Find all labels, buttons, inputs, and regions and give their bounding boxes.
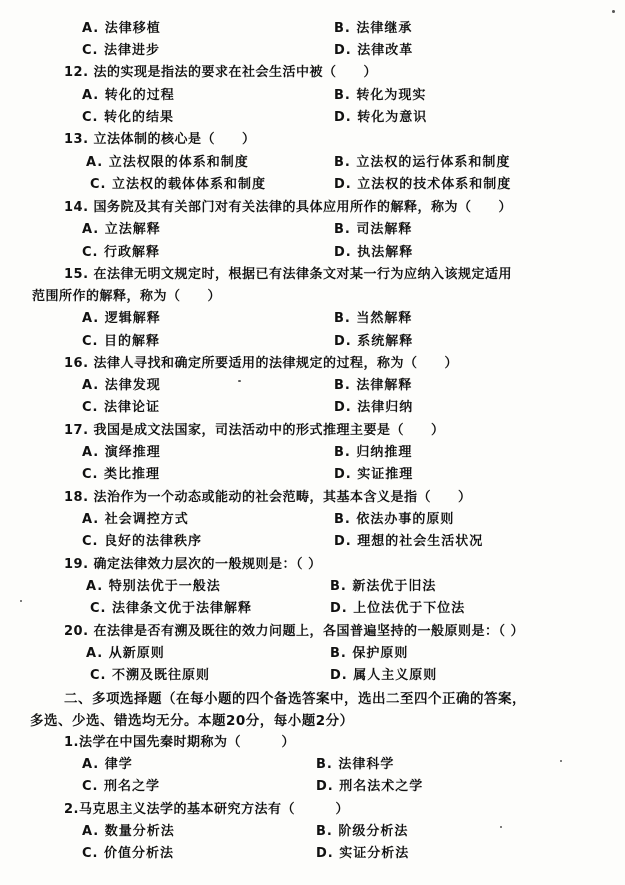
q16-option-b: B. 法律解释 [334,378,413,393]
q17-option-a: A. 演绎推理 [82,445,161,460]
q12-option-c: C. 转化的结果 [82,110,175,125]
q12-option-a: A. 转化的过程 [82,88,175,103]
q12-stem: 12. 法的实现是指法的要求在社会生活中被（ ） [64,65,378,80]
scan-speck [560,760,562,762]
m1-stem: 1.法学在中国先秦时期称为（ ） [64,735,295,750]
q11-option-b: B. 法律继承 [334,21,413,36]
q13-option-d: D. 立法权的技术体系和制度 [334,177,512,192]
q16-stem: 16. 法律人寻找和确定所要适用的法律规定的过程，称为（ ） [64,356,459,371]
q12-option-d: D. 转化为意识 [334,110,428,125]
q14-option-b: B. 司法解释 [334,222,413,237]
q16-option-a: A. 法律发现 [82,378,161,393]
scan-speck [500,826,502,828]
m1-option-a: A. 律学 [82,757,133,772]
q20-stem: 20. 在法律是否有溯及既往的效力问题上，各国普遍坚持的一般原则是：（ ） [64,624,525,639]
q17-option-b: B. 归纳推理 [334,445,413,460]
scan-speck [238,380,241,382]
q11-option-a: A. 法律移植 [82,21,161,36]
q16-option-c: C. 法律论证 [82,400,161,415]
section2-heading-line1: 二、多项选择题（在每小题的四个备选答案中，选出二至四个正确的答案， [64,691,526,707]
q11-option-d: D. 法律改革 [334,43,414,58]
q13-stem: 13. 立法体制的核心是（ ） [64,132,256,147]
q19-option-b: B. 新法优于旧法 [330,579,437,594]
q19-stem: 19. 确定法律效力层次的一般规则是：（ ） [64,557,322,572]
m1-option-b: B. 法律科学 [316,757,395,772]
q18-option-a: A. 社会调控方式 [82,512,189,527]
q18-option-c: C. 良好的法律秩序 [82,534,203,549]
q14-option-a: A. 立法解释 [82,222,161,237]
q20-option-d: D. 属人主义原则 [330,668,438,683]
q19-option-d: D. 上位法优于下位法 [330,601,466,616]
q17-option-c: C. 类比推理 [82,467,161,482]
m1-option-d: D. 刑名法术之学 [316,779,424,794]
q18-stem: 18. 法治作为一个动态或能动的社会范畴，其基本含义是指（ ） [64,490,472,505]
m2-option-b: B. 阶级分析法 [316,824,409,839]
q15-stem-line2: 范围所作的解释，称为（ ） [32,289,222,304]
m2-stem: 2.马克思主义法学的基本研究方法有（ ） [64,802,349,817]
m2-option-d: D. 实证分析法 [316,846,410,861]
q14-option-c: C. 行政解释 [82,245,161,260]
q11-option-c: C. 法律进步 [82,43,161,58]
q15-stem-line1: 15. 在法律无明文规定时，根据已有法律条文对某一行为应纳入该规定适用 [64,267,513,282]
scan-speck [612,10,615,13]
scan-speck [20,600,22,602]
q18-option-d: D. 理想的社会生活状况 [334,534,484,549]
q14-stem: 14. 国务院及其有关部门对有关法律的具体应用所作的解释，称为（ ） [64,200,513,215]
q16-option-d: D. 法律归纳 [334,400,414,415]
q13-option-a: A. 立法权限的体系和制度 [86,155,249,170]
q14-option-d: D. 执法解释 [334,245,414,260]
q17-option-d: D. 实证推理 [334,467,414,482]
q19-option-a: A. 特别法优于一般法 [86,579,221,594]
q20-option-b: B. 保护原则 [330,646,409,661]
q13-option-c: C. 立法权的载体体系和制度 [90,177,267,192]
q20-option-c: C. 不溯及既往原则 [90,668,211,683]
q17-stem: 17. 我国是成文法国家，司法活动中的形式推理主要是（ ） [64,423,445,438]
q15-option-c: C. 目的解释 [82,334,161,349]
q20-option-a: A. 从新原则 [86,646,165,661]
section2-heading-line2: 多选、少选、错选均无分。本题20分，每小题2分） [30,713,354,729]
q15-option-a: A. 逻辑解释 [82,311,161,326]
q13-option-b: B. 立法权的运行体系和制度 [334,155,511,170]
m2-option-a: A. 数量分析法 [82,824,175,839]
q19-option-c: C. 法律条文优于法律解释 [90,601,253,616]
m2-option-c: C. 价值分析法 [82,846,175,861]
q12-option-b: B. 转化为现实 [334,88,427,103]
m1-option-c: C. 刑名之学 [82,779,161,794]
q18-option-b: B. 依法办事的原则 [334,512,455,527]
q15-option-b: B. 当然解释 [334,311,413,326]
q15-option-d: D. 系统解释 [334,334,414,349]
